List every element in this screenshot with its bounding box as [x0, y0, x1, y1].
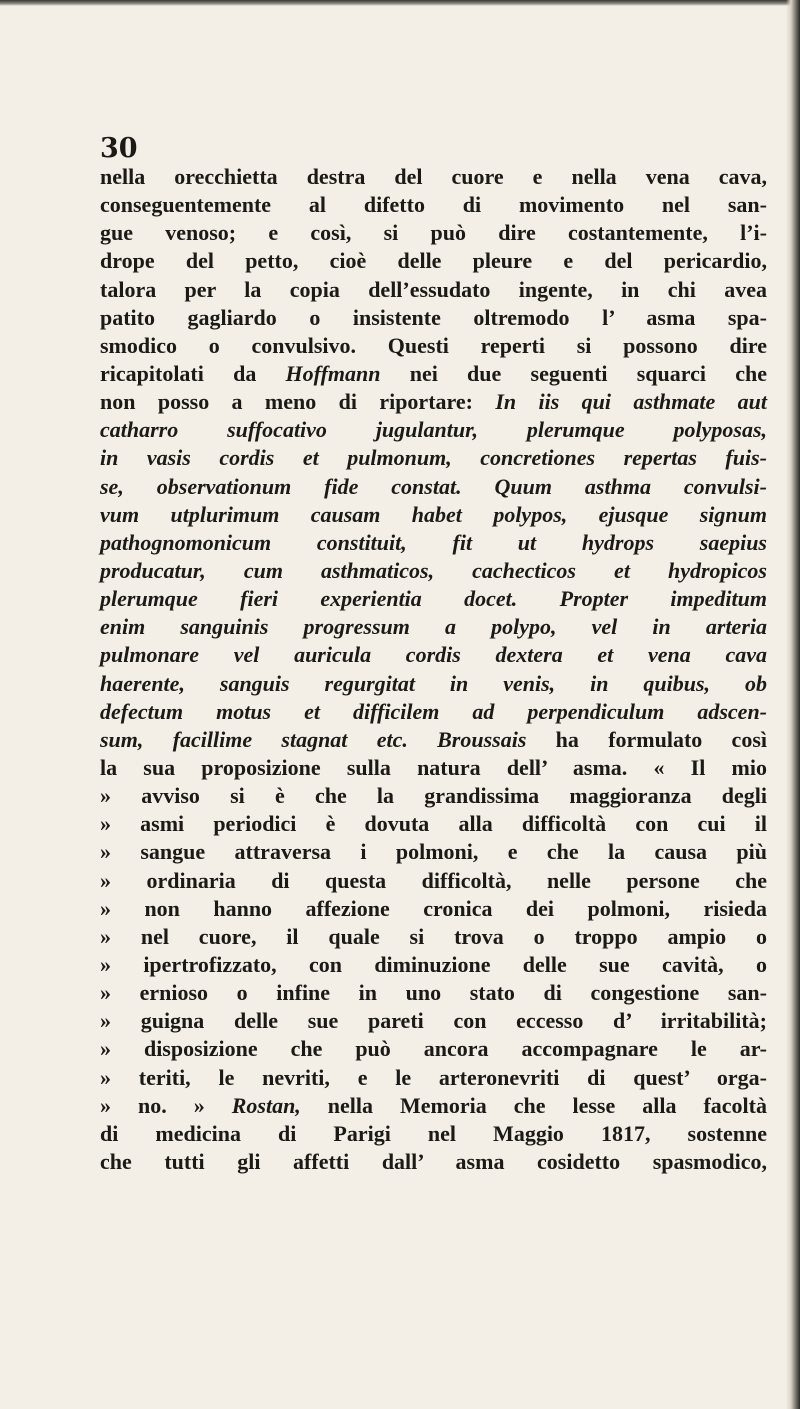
text-line: [100, 557, 767, 585]
body-text: [100, 163, 767, 1176]
text-line: [100, 416, 767, 444]
text-segment: drope del petto, cioè delle pleure e del pericardio,: [100, 248, 767, 274]
text-line: [100, 501, 767, 529]
text-line: [100, 754, 767, 782]
text-segment: » ipertrofizzato, con diminuzione delle sue cavità, o: [100, 951, 767, 977]
text-line: [100, 1007, 767, 1035]
text-segment: conseguentemente al difetto di movimento nel san-: [100, 192, 767, 218]
italic-text-segment: producatur, cum asthmaticos, cachecticos et hydropicos: [100, 557, 767, 583]
text-segment: » sangue attraversa i polmoni, e che la causa più: [100, 839, 767, 865]
italic-text-segment: pulmonare vel auricula cordis dextera et vena cava: [100, 642, 767, 668]
text-segment: nella orecchietta destra del cuore e nella vena cava,: [100, 164, 767, 189]
text-line: [100, 1148, 767, 1176]
italic-text-segment: Rostan,: [231, 1092, 301, 1118]
text-segment: che tutti gli affetti dall’ asma cosidetto spasmodico,: [100, 1148, 767, 1174]
text-segment: la sua proposizione sulla natura dell’ asma. « Il mio: [100, 754, 767, 780]
text-line: [100, 726, 767, 754]
text-line: [100, 613, 767, 641]
italic-text-segment: catharro suffocativo jugulantur, plerumque polyposas,: [100, 417, 767, 443]
italic-text-segment: vum utplurimum causam habet polypos, ejusque signum: [100, 501, 767, 527]
text-line: [100, 191, 767, 219]
text-segment: » guigna delle sue pareti con eccesso d’ irritabilità;: [100, 1008, 767, 1034]
italic-text-segment: haerente, sanguis regurgitat in venis, in quibus, ob: [100, 670, 767, 696]
text-line: [100, 670, 767, 698]
text-segment: » ernioso o infine in uno stato di congestione san-: [100, 980, 767, 1006]
italic-text-segment: se, observationum fide constat. Quum asthma convulsi-: [100, 473, 767, 499]
text-segment: » avviso si è che la grandissima maggioranza degli: [100, 783, 767, 809]
scan-edge-right: [786, 0, 800, 1409]
text-segment: gue venoso; e così, si può dire costantemente, l’i-: [100, 220, 767, 246]
scan-edge-top: [0, 0, 800, 6]
text-line: [100, 895, 767, 923]
text-line: [100, 585, 767, 613]
text-segment: ha formulato così: [526, 726, 767, 752]
text-line: [100, 782, 767, 810]
text-segment: non posso a meno di riportare:: [100, 389, 496, 415]
text-line: [100, 444, 767, 472]
text-line: [100, 1092, 767, 1120]
italic-text-segment: enim sanguinis progressum a polypo, vel in arteria: [100, 614, 767, 640]
text-segment: » ordinaria di questa difficoltà, nelle persone che: [100, 867, 767, 893]
text-line: [100, 163, 767, 191]
text-line: [100, 219, 767, 247]
text-line: [100, 838, 767, 866]
text-segment: » no. »: [100, 1092, 232, 1118]
text-line: [100, 951, 767, 979]
text-line: [100, 1064, 767, 1092]
text-segment: » disposizione che può ancora accompagnare le ar-: [100, 1036, 767, 1062]
italic-text-segment: plerumque fieri experientia docet. Propter impeditum: [100, 586, 767, 612]
italic-text-segment: In iis qui asthmate aut: [495, 389, 767, 415]
text-segment: smodico o convulsivo. Questi reperti si possono dire: [100, 332, 767, 358]
italic-text-segment: Hoffmann: [285, 360, 381, 386]
text-segment: di medicina di Parigi nel Maggio 1817, sostenne: [100, 1120, 767, 1146]
text-segment: » asmi periodici è dovuta alla difficoltà con cui il: [100, 811, 767, 837]
text-line: [100, 304, 767, 332]
text-line: [100, 360, 767, 388]
text-line: [100, 1120, 767, 1148]
text-segment: » non hanno affezione cronica dei polmoni, risieda: [100, 895, 767, 921]
italic-text-segment: defectum motus et difficilem ad perpendiculum adscen-: [100, 698, 767, 724]
text-segment: nei due seguenti squarci che: [380, 360, 767, 386]
text-line: [100, 867, 767, 895]
text-line: [100, 388, 767, 416]
italic-text-segment: sum, facillime stagnat etc. Broussais: [100, 726, 527, 752]
text-segment: ricapitolati da: [100, 360, 286, 386]
italic-text-segment: in vasis cordis et pulmonum, concretiones repertas fuis-: [100, 445, 767, 471]
text-line: [100, 473, 767, 501]
text-line: [100, 529, 767, 557]
text-line: [100, 979, 767, 1007]
text-line: [100, 810, 767, 838]
page-number: 30: [100, 133, 138, 164]
text-segment: talora per la copia dell’essudato ingente, in chi avea: [100, 276, 767, 302]
text-segment: nella Memoria che lesse alla facoltà: [300, 1092, 767, 1118]
text-line: [100, 698, 767, 726]
text-line: [100, 276, 767, 304]
text-line: [100, 641, 767, 669]
text-line: [100, 332, 767, 360]
italic-text-segment: pathognomonicum constituit, fit ut hydrops saepius: [100, 529, 767, 555]
text-segment: » nel cuore, il quale si trova o troppo ampio o: [100, 923, 767, 949]
text-segment: patito gagliardo o insistente oltremodo l’ asma spa-: [100, 304, 767, 330]
text-line: [100, 923, 767, 951]
text-segment: » teriti, le nevriti, e le arteronevriti di quest’ orga-: [100, 1064, 767, 1090]
text-line: [100, 247, 767, 275]
text-line: [100, 1035, 767, 1063]
